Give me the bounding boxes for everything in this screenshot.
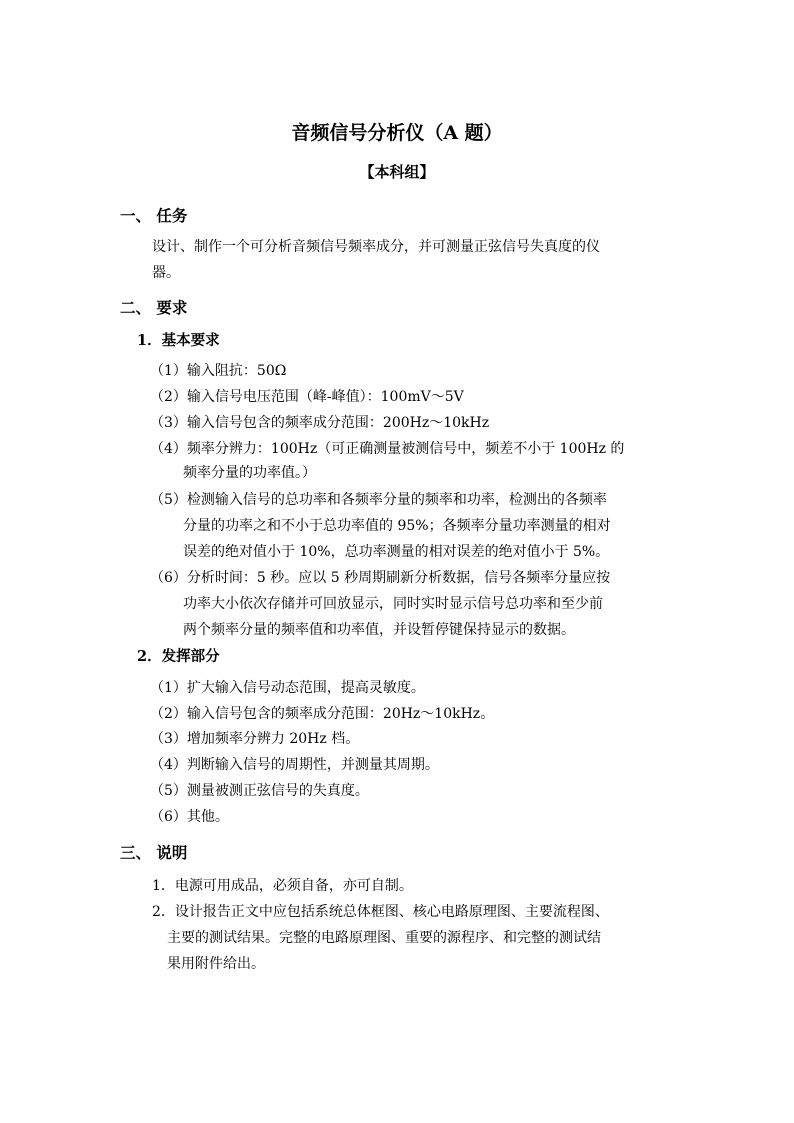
list-item-continuation: 两个频率分量的频率值和功率值，并设暂停键保持显示的数据。 [183,622,575,638]
list-item-continuation: 频率分量的功率值。） [183,465,316,481]
list-item: （4）判断输入信号的周期性，并测量其周期。 [150,757,439,773]
list-item: （6）分析时间：5 秒。应以 5 秒周期刷新分析数据，信号各频率分量应按 [150,570,611,586]
list-item: （3）输入信号包含的频率成分范围：200Hz～10kHz [150,415,490,431]
list-item: 1．电源可用成品，必须自备，亦可自制。 [152,878,413,894]
section-heading-notes: 三、 说明 [120,843,188,862]
list-item: （2）输入信号包含的频率成分范围：20Hz～10kHz。 [150,706,495,722]
paragraph-line: 器。 [152,265,180,281]
subsection-heading-basic: 1．基本要求 [137,332,220,349]
list-item-continuation: 分量的功率之和不小于总功率值的 95%；各频率分量功率测量的相对 [183,518,611,534]
list-item: （6）其他。 [150,809,229,825]
list-item: （4）频率分辨力：100Hz（可正确测量被测信号中，频差不小于 100Hz 的 [150,441,625,457]
list-item: （2）输入信号电压范围（峰-峰值）：100mV～5V [150,389,464,405]
subsection-heading-extra: 2．发挥部分 [137,648,220,665]
list-item-continuation: 果用附件给出。 [167,956,265,972]
list-item: （5）检测输入信号的总功率和各频率分量的频率和功率，检测出的各频率 [150,492,607,508]
list-item-continuation: 主要的测试结果。完整的电路原理图、重要的源程序、和完整的测试结 [167,930,601,946]
section-heading-requirements: 二、 要求 [120,298,188,317]
list-item: （5）测量被测正弦信号的失真度。 [150,783,369,799]
paragraph-line: 设计、制作一个可分析音频信号频率成分，并可测量正弦信号失真度的仪 [152,239,600,255]
list-item: 2．设计报告正文中应包括系统总体框图、核心电路原理图、主要流程图、 [152,904,609,920]
document-subtitle: 【本科组】 [359,163,435,181]
list-item-continuation: 误差的绝对值小于 10%，总功率测量的相对误差的绝对值小于 5%。 [183,544,610,560]
list-item: （1）输入阻抗：50Ω [150,363,287,379]
section-heading-task: 一、 任务 [120,206,188,225]
list-item: （1）扩大输入信号动态范围，提高灵敏度。 [150,680,425,696]
list-item: （3）增加频率分辨力 20Hz 档。 [150,731,360,747]
document-title: 音频信号分析仪（A 题） [291,122,503,144]
list-item-continuation: 功率大小依次存储并可回放显示，同时实时显示信号总功率和至少前 [183,596,603,612]
